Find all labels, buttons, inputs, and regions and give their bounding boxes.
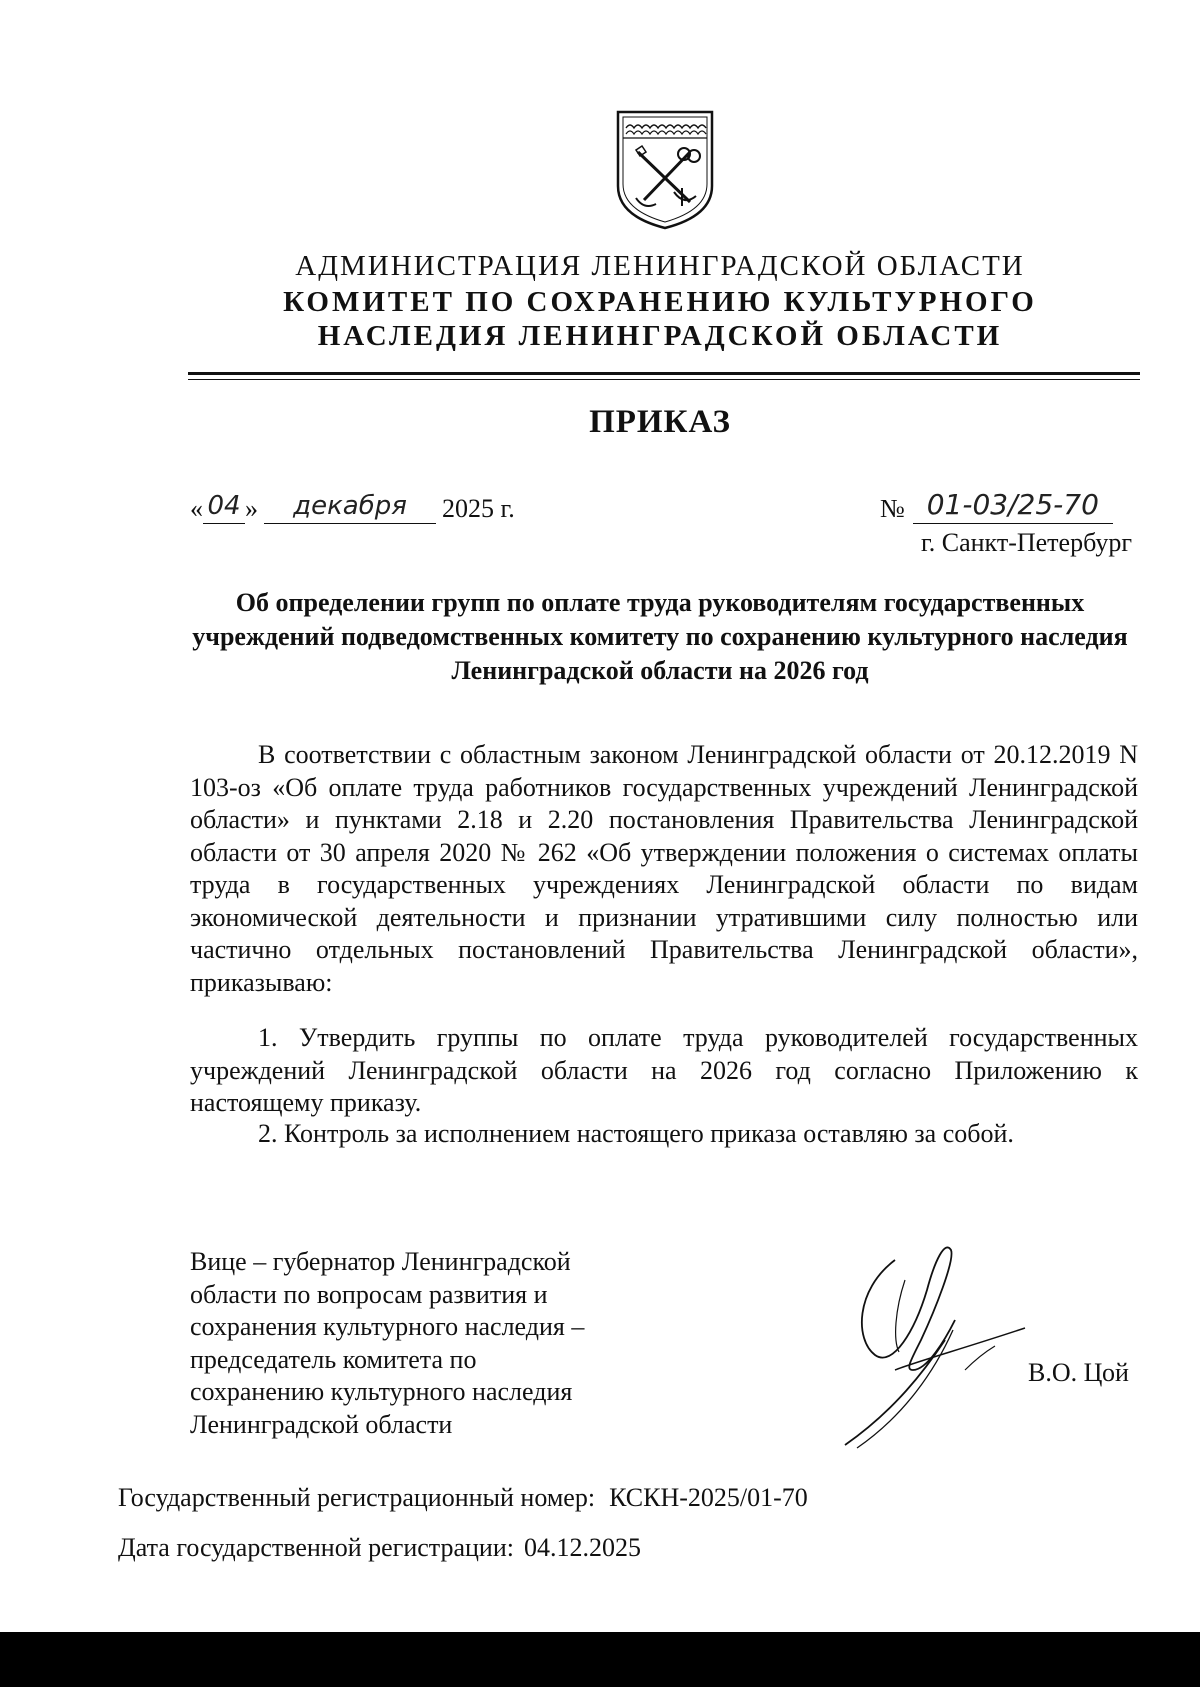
document-date bbox=[190, 476, 515, 524]
date-month: декабря bbox=[264, 491, 436, 524]
document-city: г. Санкт-Петербург bbox=[921, 528, 1132, 557]
document-number bbox=[880, 472, 1113, 524]
date-open-quote: « bbox=[190, 494, 203, 523]
date-year: 2025 г. bbox=[442, 494, 515, 523]
date-close-quote: » bbox=[245, 494, 258, 523]
registration-number-label: Государственный регистрационный номер: bbox=[118, 1483, 596, 1512]
signatory-name: В.О. Цой bbox=[1028, 1358, 1129, 1387]
signatory-position-line: сохранения культурного наследия – bbox=[190, 1312, 585, 1341]
registration-date-value: 04.12.2025 bbox=[523, 1533, 641, 1562]
number-label: № bbox=[880, 494, 905, 523]
header-rule-thin bbox=[188, 379, 1140, 380]
signatory-position-line: области по вопросам развития и bbox=[190, 1279, 548, 1309]
handwritten-signature bbox=[835, 1220, 1035, 1450]
registration-number-value: КСКН-2025/01-70 bbox=[609, 1483, 808, 1512]
document-subject: Об определении групп по оплате труда руководителям государственных учреждений подведомственных комитету по сохранению культурного наследия Ленинградской области на 2026 год bbox=[192, 588, 1128, 685]
order-item-1: 1. Утвердить группы по оплате труда руководителей государственных учреждений Ленинградской области на 2026 год согласно Приложению к настоящему приказу. bbox=[190, 1023, 1138, 1117]
number-value: 01-03/25-70 bbox=[913, 488, 1113, 524]
signatory-position bbox=[190, 1246, 584, 1441]
signatory-position-line: Ленинградской области bbox=[190, 1409, 453, 1439]
scan-footer-bar bbox=[0, 1632, 1200, 1687]
registration-date bbox=[118, 1533, 641, 1563]
date-day: 04 bbox=[203, 491, 245, 524]
signatory-position-line: Вице – губернатор Ленинградской bbox=[190, 1247, 571, 1276]
registration-number bbox=[118, 1483, 808, 1513]
header-rule-thick bbox=[188, 372, 1140, 375]
administration-heading: АДМИНИСТРАЦИЯ ЛЕНИНГРАДСКОЙ ОБЛАСТИ bbox=[295, 250, 1025, 282]
committee-heading-line2: НАСЛЕДИЯ ЛЕНИНГРАДСКОЙ ОБЛАСТИ bbox=[317, 320, 1003, 352]
committee-heading-line1: КОМИТЕТ ПО СОХРАНЕНИЮ КУЛЬТУРНОГО bbox=[283, 286, 1037, 318]
coat-of-arms-emblem bbox=[614, 108, 716, 230]
document-title: ПРИКАЗ bbox=[589, 404, 731, 440]
order-item-2: 2. Контроль за исполнением настоящего приказа оставляю за собой. bbox=[258, 1119, 1014, 1148]
registration-date-label: Дата государственной регистрации: bbox=[118, 1533, 514, 1562]
signatory-position-line: председатель комитета по bbox=[190, 1344, 477, 1374]
signatory-position-line: сохранению культурного наследия bbox=[190, 1377, 573, 1406]
preamble-paragraph: В соответствии с областным законом Ленинградской области от 20.12.2019 N 103-оз «Об оплате труда работников государственных учреждений Ленинградской области» и пунктами 2.18 и 2.20 постановления Правительства Ленинградской области от 30 апреля 2020 № 262 «Об утверждении положения о системах оплаты труда в государственных учреждениях Ленинградской области по видам экономической деятельности и признании утратившими силу полностью или частично отдельных постановлений Правительства Ленинградской области», приказываю: bbox=[190, 740, 1138, 997]
